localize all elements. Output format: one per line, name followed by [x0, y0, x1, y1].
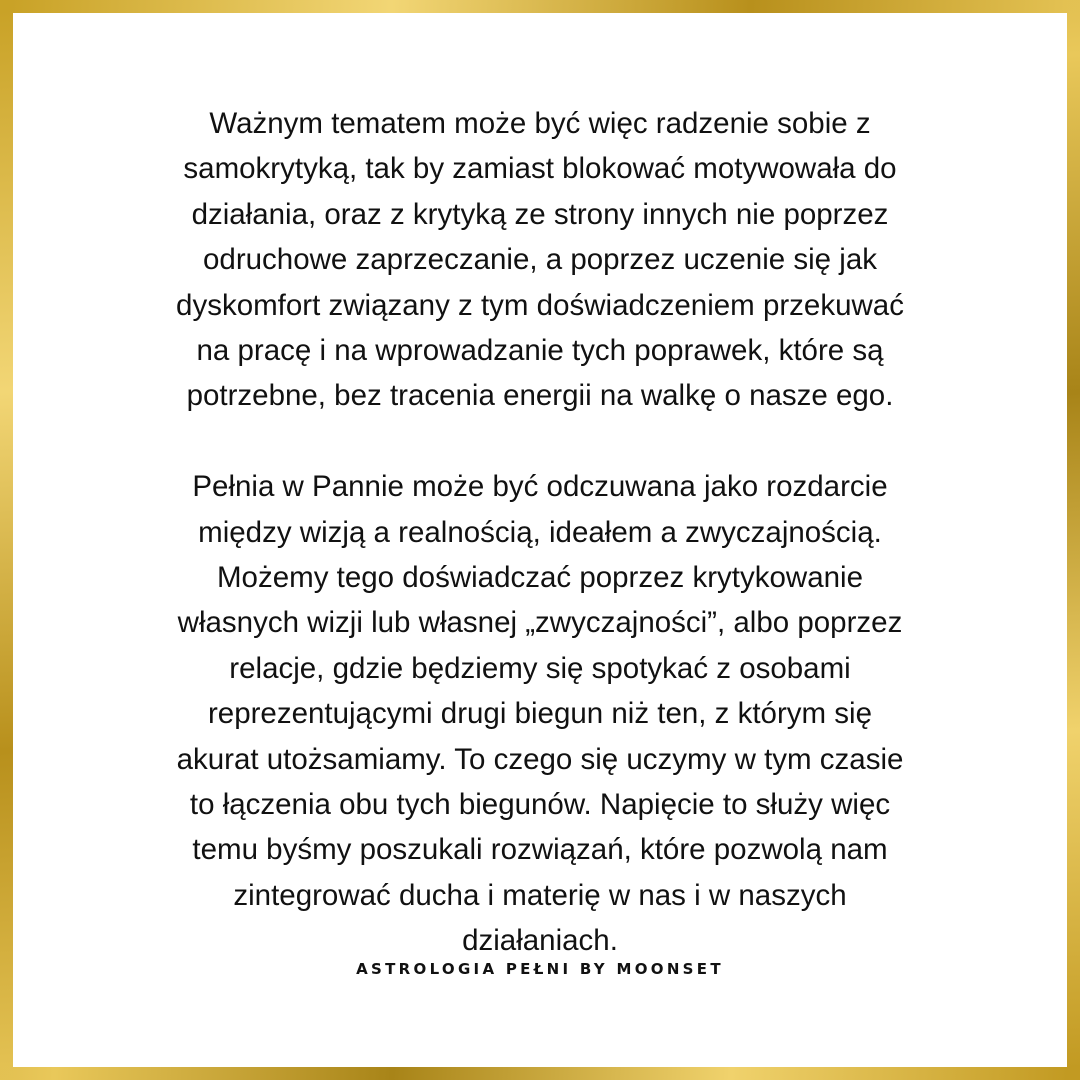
paragraph-line: Możemy tego doświadczać poprzez krytykowanie: [216, 561, 863, 595]
paragraph-line: zintegrować ducha i materię w nas i w naszych: [233, 878, 847, 912]
paragraph-line: własnych wizji lub własnej „zwyczajności”, albo poprzez: [177, 606, 903, 640]
paragraph-line: dyskomfort związany z tym doświadczeniem przekuwać: [176, 288, 904, 322]
paragraph-line: na pracę i na wprowadzanie tych poprawek, które są: [196, 334, 884, 368]
paragraph-line: odruchowe zaprzeczanie, a poprzez uczenie się jak: [203, 243, 877, 277]
footer-signature: ASTROLOGIA PEŁNI BY MOONSET: [356, 960, 724, 978]
body-text: [83, 101, 997, 964]
paragraph-line: to łączenia obu tych biegunów. Napięcie to służy więc: [189, 788, 891, 822]
paragraph-line: temu byśmy poszukali rozwiązań, które pozwolą nam: [192, 833, 888, 867]
paragraph-spacer: [83, 419, 997, 464]
paragraph-line: reprezentującymi drugi biegun niż ten, z którym się: [207, 697, 873, 731]
paragraph-line: potrzebne, bez tracenia energii na walkę o nasze ego.: [186, 379, 894, 413]
paragraph-line: działaniach.: [462, 924, 618, 958]
paragraph-line: działania, oraz z krytyką ze strony innych nie poprzez: [191, 197, 889, 231]
paragraph-2: [83, 464, 997, 963]
paragraph-1: [83, 101, 997, 419]
paragraph-line: Ważnym tematem może być więc radzenie sobie z: [209, 107, 871, 140]
paragraph-line: akurat utożsamiamy. To czego się uczymy w tym czasie: [176, 742, 904, 776]
paragraph-line: między wizją a realnością, ideałem a zwyczajnością.: [198, 515, 882, 549]
paragraph-line: samokrytyką, tak by zamiast blokować motywowała do: [183, 152, 897, 186]
paragraph-line: Pełnia w Pannie może być odczuwana jako rozdarcie: [192, 470, 888, 504]
paragraph-line: relacje, gdzie będziemy się spotykać z osobami: [229, 651, 851, 685]
content-area: [13, 13, 1067, 1067]
